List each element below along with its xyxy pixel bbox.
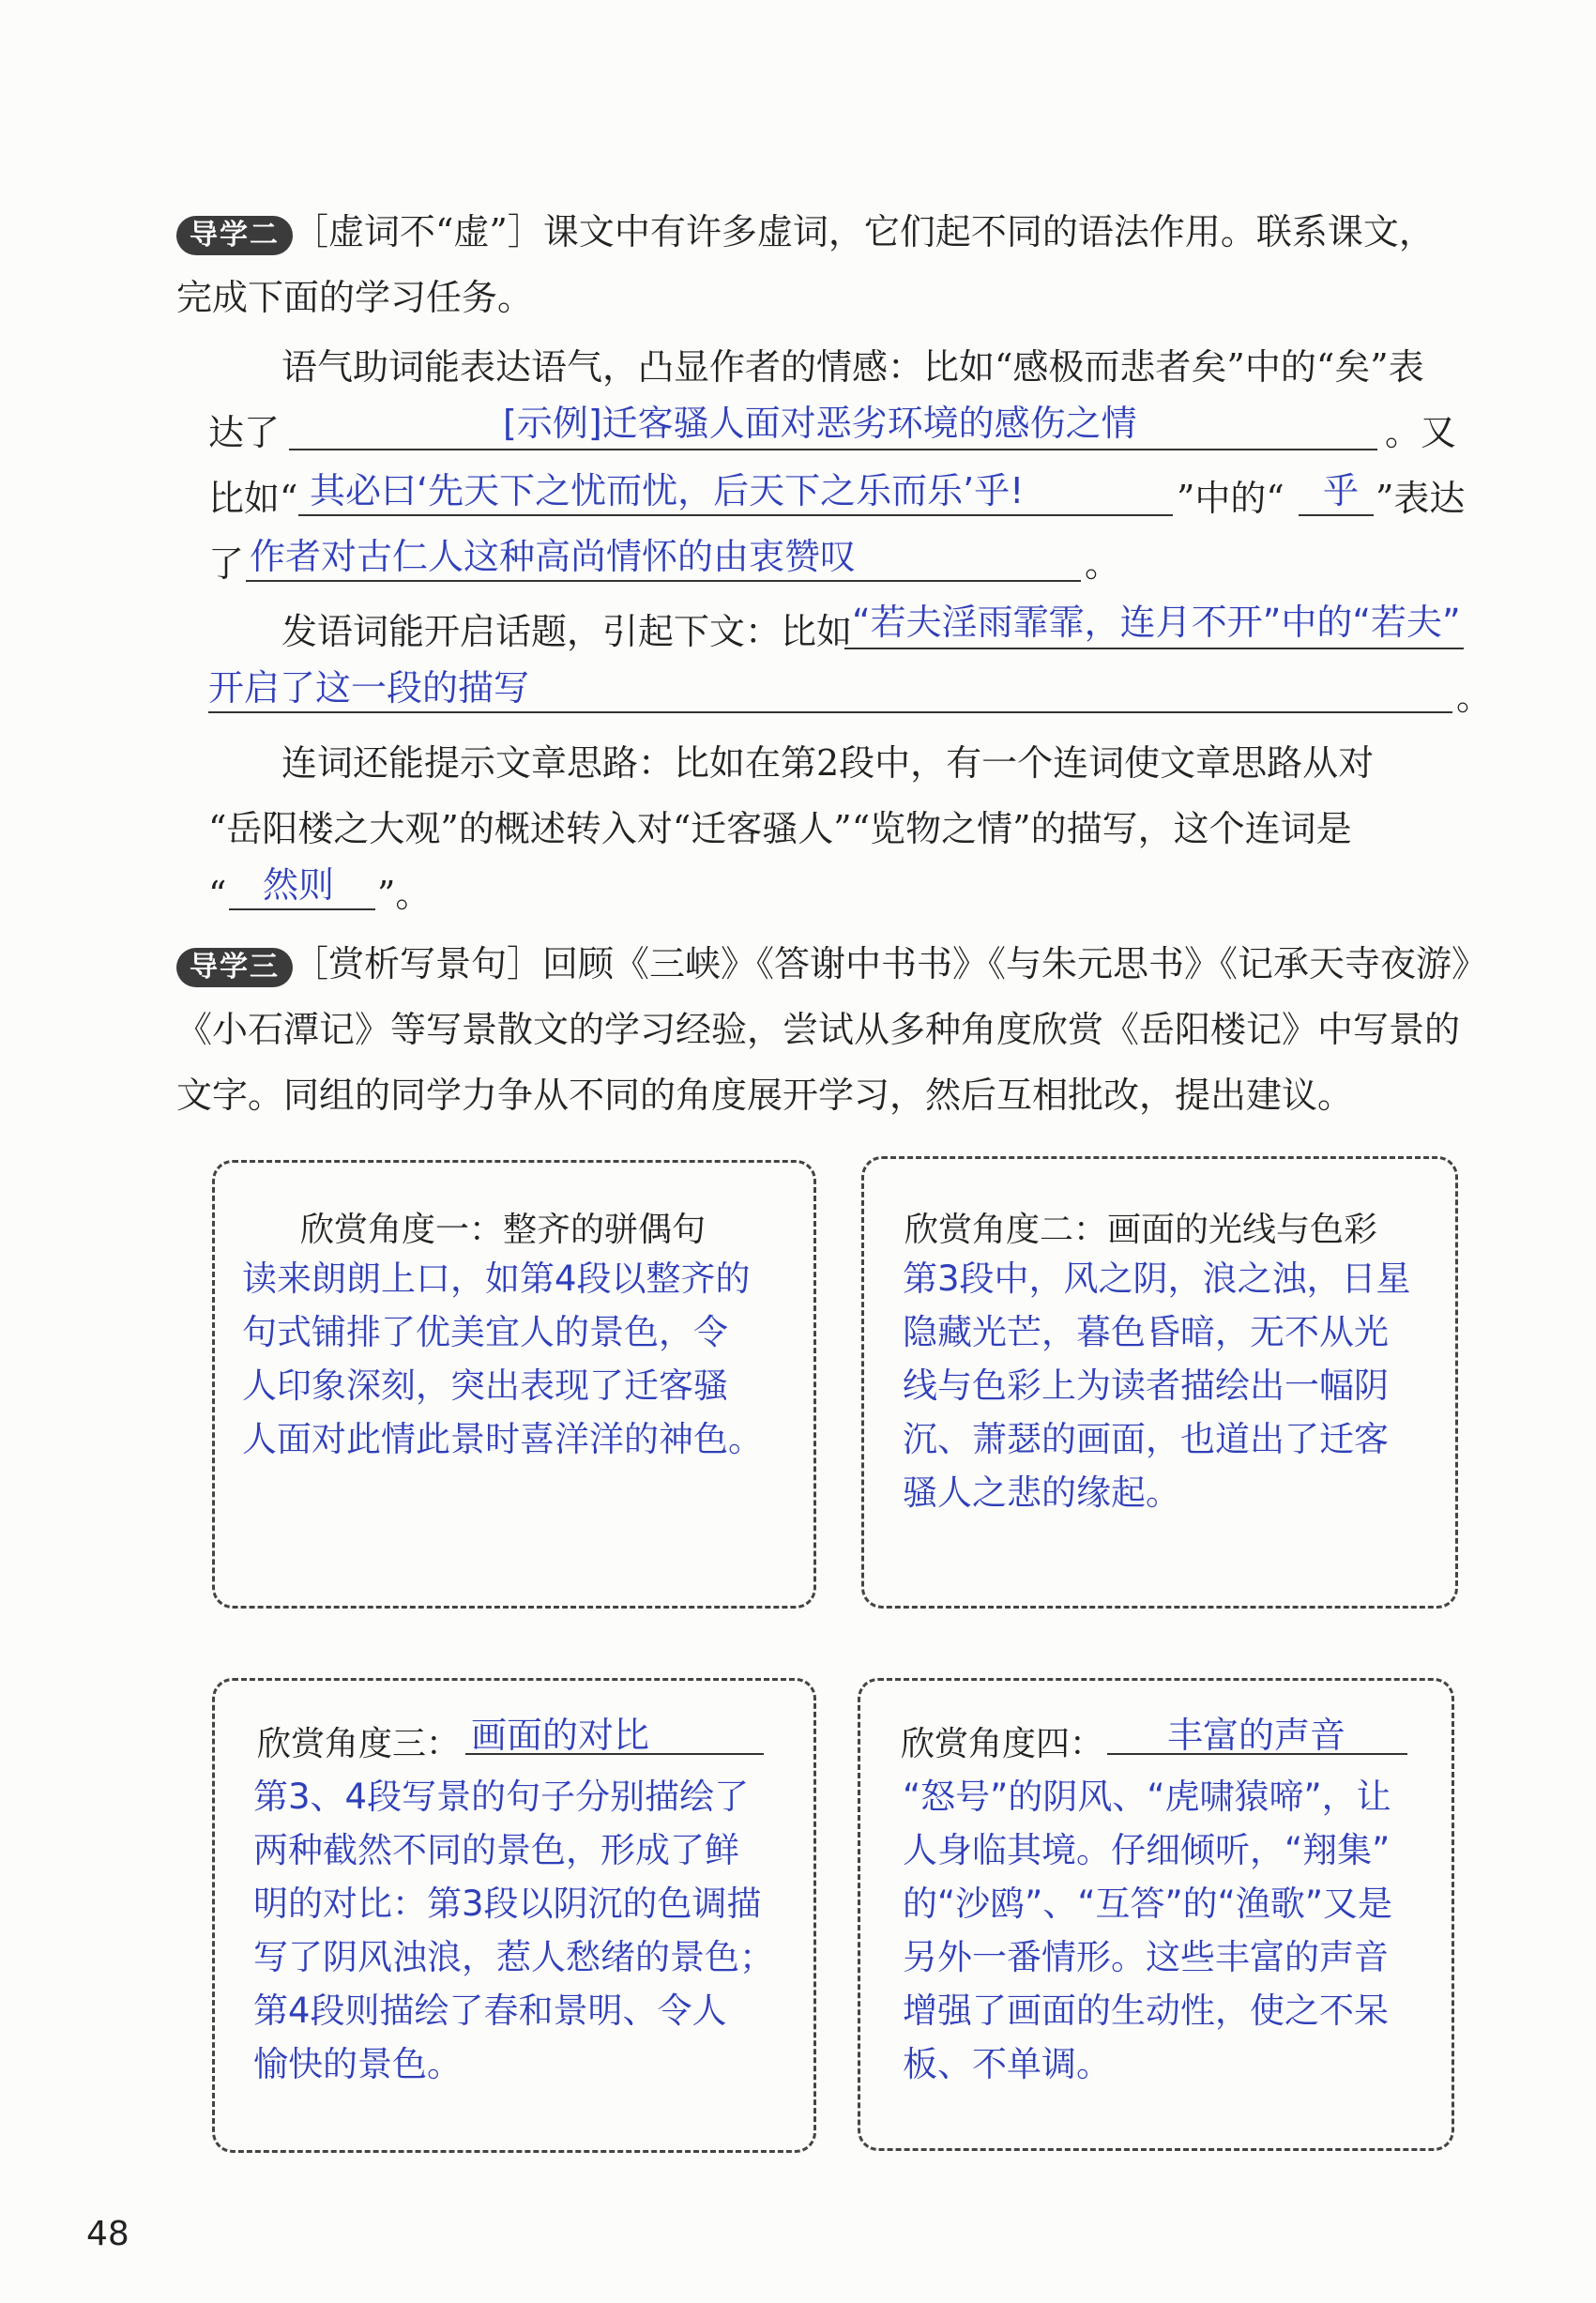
p3-line3-prefix: “ — [208, 874, 227, 915]
angle-box-3-line: 两种截然不同的景色，形成了鲜 — [253, 1830, 739, 1870]
answer4: 作者对古仁人这种高尚情怀的由衷赞叹 — [250, 536, 857, 577]
angle-box-4-body — [903, 1770, 1392, 2091]
angle-box-1-line: 读来朗朗上口，如第4段以整齐的 — [242, 1258, 751, 1299]
p1-line4-prefix: 了 — [208, 543, 245, 585]
answer1: [示例]迁客骚人面对恶劣环境的感伤之情 — [503, 403, 1137, 444]
answer6: 然则 — [263, 864, 335, 906]
p1-line2-prefix: 达了 — [208, 412, 281, 453]
angle-box-2-line: 第3段中，风之阴，浪之浊，日星 — [903, 1258, 1411, 1299]
p1-line4-suffix: 。 — [1085, 543, 1121, 585]
section3-badge: 导学三 — [176, 948, 293, 987]
angle-box-4-line: “怒号”的阴风、“虎啸猿啼”，让 — [903, 1777, 1391, 1817]
section3-line2: 《小石潭记》等写景散文的学习经验，尝试从多种角度欣赏《岳阳楼记》中写景的 — [176, 1009, 1461, 1050]
angle-box-2-body — [903, 1252, 1411, 1519]
section2-heading — [176, 211, 1435, 255]
p3-line2: “岳阳楼之大观”的概述转入对“迁客骚人”“览物之情”的描写，这个连词是 — [208, 808, 1352, 849]
angle-box-2-line: 线与色彩上为读者描绘出一幅阴 — [903, 1365, 1389, 1406]
p1-line3-mid: ”中的“ — [1177, 478, 1284, 519]
answer1-underline — [289, 449, 1377, 450]
angle-box-3-line: 明的对比：第3段以阴沉的色调描 — [253, 1884, 762, 1924]
angle-box-2-line: 隐藏光芒，暮色昏暗，无不从光 — [903, 1312, 1389, 1352]
angle-box-4-line: 板、不单调。 — [903, 2044, 1111, 2084]
p1-line2-suffix: 。又 — [1385, 412, 1457, 453]
answer2: 其必曰‘先天下之忧而忧，后天下之乐而乐’乎! — [310, 470, 1025, 511]
angle-box-3-title: 欣赏角度三： — [257, 1725, 461, 1763]
angle-box-1-title: 欣赏角度一：整齐的骈偶句 — [300, 1211, 707, 1249]
p2-line1-prefix: 发语词能开启话题，引起下文：比如 — [281, 611, 853, 652]
p3-line3-suffix: ”。 — [377, 874, 432, 915]
angle-box-4-line: 的“沙鸥”、“互答”的“渔歌”又是 — [903, 1884, 1393, 1924]
angle-box-1-line: 人印象深刻，突出表现了迁客骚 — [242, 1365, 728, 1406]
section2-intro-line2: 完成下面的学习任务。 — [176, 277, 534, 318]
angle-box-4-line: 人身临其境。仔细倾听，“翔集” — [903, 1830, 1391, 1870]
angle-box-2-title: 欣赏角度二：画面的光线与色彩 — [904, 1211, 1378, 1249]
section2-badge: 导学二 — [176, 216, 293, 255]
answer3-underline — [1299, 514, 1374, 516]
p3-line1: 连词还能提示文章思路：比如在第2段中，有一个连词使文章思路从对 — [281, 742, 1375, 784]
p2-line2-suffix: 。 — [1456, 677, 1493, 718]
answer5a: “若夫淫雨霏霏，连月不开”中的“若夫” — [852, 602, 1461, 643]
answer5-underline1 — [844, 648, 1464, 649]
angle-box-3-answer: 画面的对比 — [471, 1715, 650, 1756]
angle-box-3-line: 第3、4段写景的句子分别描绘了 — [253, 1777, 750, 1817]
section3-line3: 文字。同组的同学力争从不同的角度展开学习，然后互相批改，提出建议。 — [176, 1075, 1354, 1116]
answer5b: 开启了这一段的描写 — [208, 667, 530, 709]
angle-box-2-line: 骚人之悲的缘起。 — [903, 1472, 1180, 1513]
angle-box-3-line: 写了阴风浊浪，惹人愁绪的景色； — [253, 1937, 774, 1977]
angle-box-3-line: 愉快的景色。 — [253, 2044, 462, 2084]
answer4-underline — [246, 580, 1081, 582]
p1-line1: 语气助词能表达语气，凸显作者的情感：比如“感极而悲者矣”中的“矣”表 — [281, 346, 1424, 388]
angle-box-1-line: 人面对此情此景时喜洋洋的神色。 — [242, 1419, 763, 1459]
p1-line3-prefix: 比如“ — [208, 478, 298, 519]
angle-box-3-line: 第4段则描绘了春和景明、令人 — [253, 1990, 727, 2031]
section3-line1: ［赏析写景句］回顾《三峡》《答谢中书书》《与朱元思书》《记承天寺夜游》 — [293, 943, 1488, 984]
angle-box-2-line: 沉、萧瑟的画面，也道出了迁客 — [903, 1419, 1389, 1459]
answer6-underline — [229, 908, 375, 910]
angle-box-1-line: 句式铺排了优美宜人的景色，令 — [242, 1312, 728, 1352]
angle-box-3-body — [253, 1770, 774, 2091]
section3-heading — [176, 943, 1488, 987]
section2-intro-line1: ［虚词不“虚”］课文中有许多虚词，它们起不同的语法作用。联系课文， — [293, 211, 1435, 252]
page-number: 48 — [86, 2215, 129, 2253]
answer3: 乎 — [1323, 470, 1360, 511]
angle-box-1-body — [242, 1252, 763, 1466]
angle-box-4-line: 另外一番情形。这些丰富的声音 — [903, 1937, 1389, 1977]
angle-box-4-answer: 丰富的声音 — [1167, 1715, 1346, 1756]
answer5-underline2 — [208, 711, 1452, 713]
angle-box-4-title: 欣赏角度四： — [901, 1725, 1104, 1763]
answer2-underline — [298, 514, 1173, 516]
p1-line3-suffix: ”表达 — [1376, 478, 1466, 519]
angle-box-4-line: 增强了画面的生动性，使之不呆 — [903, 1990, 1389, 2031]
